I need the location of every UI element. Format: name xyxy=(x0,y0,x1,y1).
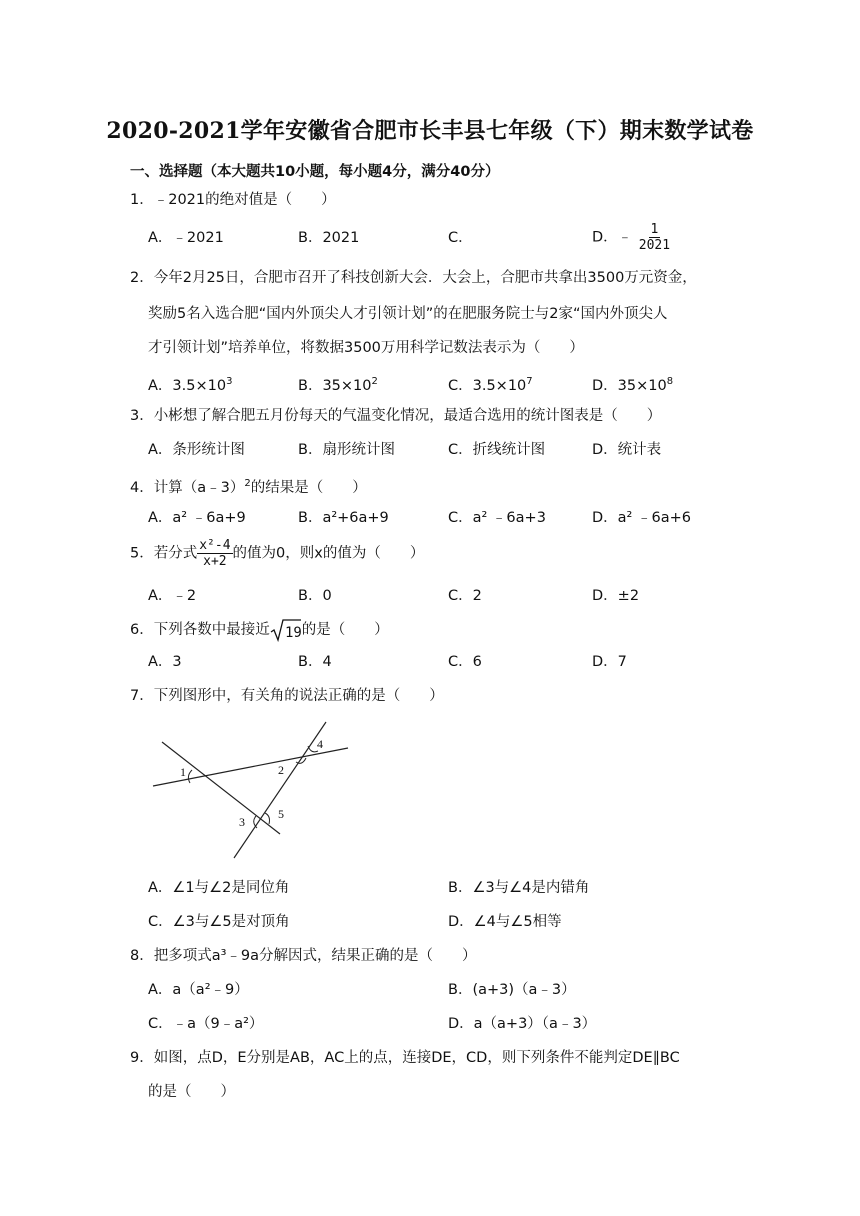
angle-figure xyxy=(148,712,358,864)
question-5-stem xyxy=(130,538,424,569)
question-6-stem xyxy=(130,618,389,642)
question-2-line-1: 2．今年2月25日，合肥市召开了科技创新大会．大会上，合肥市共拿出3500万元资金， xyxy=(130,270,697,286)
q5-option-c: C．2 xyxy=(448,588,482,604)
question-2-line-2: 奖励5名入选合肥“国内外顶尖人才引领计划”的在肥服务院士与2家“国内外顶尖人 xyxy=(148,306,668,322)
q2-option-b xyxy=(298,372,378,396)
angle-1-arc xyxy=(188,770,192,783)
q7-option-c: C．∠3与∠5是对顶角 xyxy=(148,914,290,930)
angle-label-5: 5 xyxy=(278,807,284,821)
q7-option-a: A．∠1与∠2是同位角 xyxy=(148,880,290,896)
q4-stem-exponent: 2 xyxy=(244,478,251,489)
q8-option-b: B．(a+3)（a﹣3） xyxy=(448,982,576,998)
exam-title: 2020-2021学年安徽省合肥市长丰县七年级（下）期末数学试卷 xyxy=(106,118,754,144)
radicand: 19 xyxy=(284,625,302,641)
q5-option-b: B．0 xyxy=(298,588,332,604)
q1-option-d-prefix: D．﹣ xyxy=(592,229,633,246)
q2-option-d xyxy=(592,372,673,396)
fraction-denominator: 2021 xyxy=(638,238,671,253)
question-9-line-1: 9．如图，点D，E分别是AB，AC上的点，连接DE，CD，则下列条件不能判定DE∥BC xyxy=(130,1050,680,1066)
q2-option-a-base: A．3.5×10 xyxy=(148,377,227,394)
q5-option-d: D．±2 xyxy=(592,588,640,604)
q2-option-c-exponent: 7 xyxy=(526,376,533,387)
q5-stem-pre: 5．若分式 xyxy=(130,545,198,562)
q3-option-d: D．统计表 xyxy=(592,442,662,458)
fraction-numerator: x²-4 xyxy=(199,538,231,553)
fraction-denominator: x+2 xyxy=(203,554,227,569)
square-root xyxy=(270,618,302,642)
angle-label-2: 2 xyxy=(278,763,284,777)
q8-option-a: A．a（a²﹣9） xyxy=(148,982,249,998)
q5-option-a: A．﹣2 xyxy=(148,588,197,604)
q4-stem-post: 的结果是（ ） xyxy=(250,479,367,496)
question-4-stem xyxy=(130,474,367,498)
q5-fraction xyxy=(197,538,232,569)
q7-option-b: B．∠3与∠4是内错角 xyxy=(448,880,590,896)
q4-option-c: C．a² ﹣6a+3 xyxy=(448,510,546,526)
question-3-stem: 3．小彬想了解合肥五月份每天的气温变化情况，最适合选用的统计图表是（ ） xyxy=(130,408,662,424)
q6-option-a: A．3 xyxy=(148,654,182,670)
q5-stem-post: 的值为0，则x的值为（ ） xyxy=(232,545,425,562)
angle-label-3: 3 xyxy=(239,815,245,829)
q6-option-d: D．7 xyxy=(592,654,627,670)
section-header: 一、选择题（本大题共10小题，每小题4分，满分40分） xyxy=(130,164,500,180)
angle-label-4: 4 xyxy=(317,737,323,751)
line-left-diagonal xyxy=(162,742,280,834)
q3-option-b: B．扇形统计图 xyxy=(298,442,395,458)
q7-option-d: D．∠4与∠5相等 xyxy=(448,914,562,930)
question-9-line-2: 的是（ ） xyxy=(148,1084,235,1100)
q6-stem-pre: 6．下列各数中最接近 xyxy=(130,622,270,638)
question-1-stem: 1．﹣2021的绝对值是（ ） xyxy=(130,192,336,208)
q1-option-c: C． xyxy=(448,230,473,246)
q2-option-a-exponent: 3 xyxy=(226,376,233,387)
angle-label-1: 1 xyxy=(180,765,186,779)
radical-sign-icon xyxy=(270,618,302,642)
q4-option-d: D．a² ﹣6a+6 xyxy=(592,510,691,526)
q1-option-d xyxy=(592,222,672,253)
q2-option-c-base: C．3.5×10 xyxy=(448,377,527,394)
q2-option-c xyxy=(448,372,533,396)
q3-option-a: A．条形统计图 xyxy=(148,442,245,458)
q3-option-c: C．折线统计图 xyxy=(448,442,546,458)
q4-stem-pre: 4．计算（a﹣3） xyxy=(130,479,245,496)
line-right-diagonal xyxy=(234,722,326,858)
q6-option-b: B．4 xyxy=(298,654,332,670)
q8-option-d: D．a（a+3）（a﹣3） xyxy=(448,1016,597,1032)
fraction-numerator: 1 xyxy=(650,222,659,237)
question-2-line-3: 才引领计划”培养单位，将数据3500万用科学记数法表示为（ ） xyxy=(148,340,584,356)
q2-option-a xyxy=(148,372,232,396)
q2-option-d-exponent: 8 xyxy=(666,376,674,387)
q6-stem-post: 的是（ ） xyxy=(301,622,389,638)
angle-3-arc xyxy=(254,816,257,828)
q6-option-c: C．6 xyxy=(448,654,482,670)
q1-option-d-fraction xyxy=(637,222,672,253)
q1-option-b: B．2021 xyxy=(298,230,360,246)
q1-option-a: A．﹣2021 xyxy=(148,230,224,246)
q2-option-b-base: B．35×10 xyxy=(298,377,372,394)
q4-option-b: B．a²+6a+9 xyxy=(298,510,389,526)
q2-option-d-base: D．35×10 xyxy=(592,377,667,394)
question-8-stem: 8．把多项式a³﹣9a分解因式，结果正确的是（ ） xyxy=(130,948,477,964)
question-7-stem: 7．下列图形中，有关角的说法正确的是（ ） xyxy=(130,688,444,704)
q8-option-c: C．﹣a（9﹣a²） xyxy=(148,1016,264,1032)
q2-option-b-exponent: 2 xyxy=(371,376,378,387)
q4-option-a: A．a² ﹣6a+9 xyxy=(148,510,246,526)
